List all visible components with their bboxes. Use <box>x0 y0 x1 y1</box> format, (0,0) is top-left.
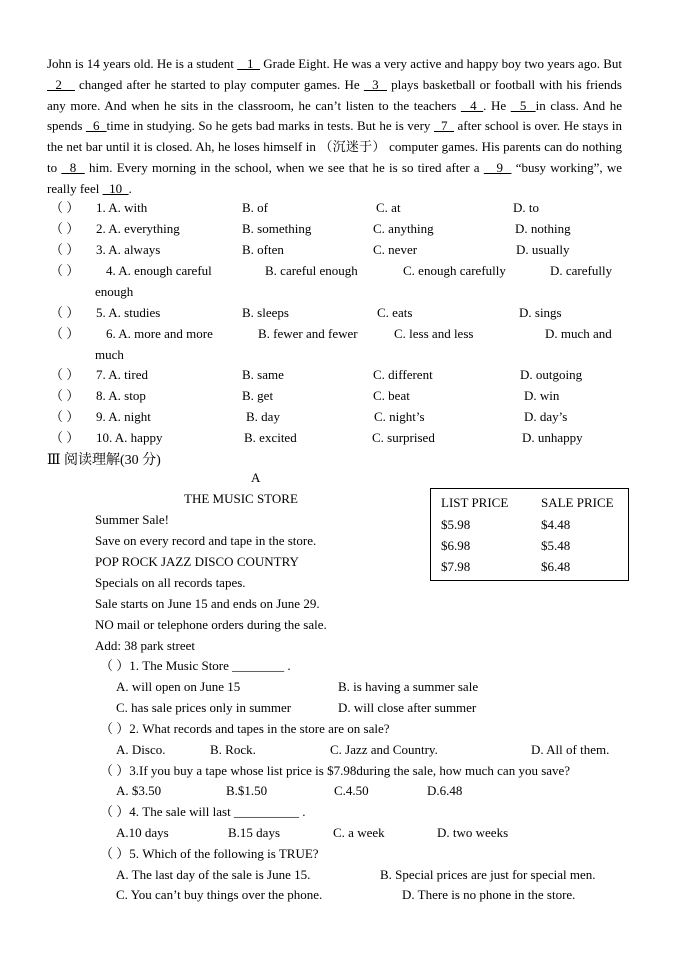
answer-paren[interactable]: （ ） <box>50 200 80 215</box>
ad-line: Sale starts on June 15 and ends on June 29. <box>95 596 320 611</box>
option-b: B. Rock. <box>210 742 256 757</box>
ad-line: Save on every record and tape in the store. <box>95 533 317 548</box>
option-a: 1. A. with <box>96 200 148 215</box>
option-c: C. night’s <box>374 409 425 424</box>
price-cell: $4.48 <box>541 517 571 532</box>
answer-paren[interactable]: （ ） <box>50 430 80 445</box>
option-a: 5. A. studies <box>96 305 161 320</box>
option-b: B. excited <box>244 430 297 445</box>
option-d: D. All of them. <box>531 742 610 757</box>
option-a: 2. A. everything <box>96 221 180 236</box>
answer-paren[interactable]: （ ） <box>50 367 80 382</box>
option-a: A. $3.50 <box>116 783 162 798</box>
cloze-question-row <box>50 365 630 385</box>
cloze-blank[interactable]: 5 <box>510 97 536 113</box>
cloze-question-row <box>50 386 630 406</box>
option-d: D. unhappy <box>522 430 583 445</box>
cloze-text: Grade Eight. He was a very active and happy boy two years ago. But <box>259 56 623 71</box>
option-a-wrap: enough <box>95 284 134 299</box>
option-b: B. get <box>242 388 274 403</box>
option-c: C. at <box>376 200 401 215</box>
cloze-question-row <box>50 303 630 323</box>
ad-line: Summer Sale! <box>95 512 170 527</box>
cloze-passage <box>47 54 622 200</box>
option-b: B. something <box>242 221 312 236</box>
question-stem[interactable]: （ ）1. The Music Store ________ . <box>100 658 291 673</box>
question-stem[interactable]: （ ）3.If you buy a tape whose list price is $7.98during the sale, how much can you save? <box>100 763 571 778</box>
cloze-text: . <box>128 180 132 196</box>
option-b: B. day <box>246 409 280 424</box>
cloze-blank[interactable]: 3 <box>363 76 387 92</box>
cloze-blank[interactable]: 6 <box>85 118 107 134</box>
cloze-question-row <box>50 261 630 281</box>
answer-paren[interactable]: （ ） <box>50 242 80 257</box>
option-a: 3. A. always <box>96 242 161 257</box>
option-c: C. Jazz and Country. <box>330 742 438 757</box>
cloze-blank[interactable]: 10 <box>102 180 129 196</box>
option-d: D. carefully <box>550 263 613 278</box>
ad-line: POP ROCK JAZZ DISCO COUNTRY <box>95 554 299 569</box>
option-d: D. nothing <box>515 221 571 236</box>
option-a-wrap: much <box>95 347 124 362</box>
cloze-text: John is 14 years old. He is a student <box>47 56 238 71</box>
option-d: D. There is no phone in the store. <box>402 887 576 902</box>
option-a: A. The last day of the sale is June 15. <box>116 867 311 882</box>
cloze-text: changed after he started to play computer games. He <box>74 76 364 92</box>
option-d: D. will close after summer <box>338 700 477 715</box>
option-a: 7. A. tired <box>96 367 148 382</box>
cloze-blank[interactable]: 4_ <box>460 97 484 113</box>
option-wrap <box>95 345 124 365</box>
option-c: C. less and less <box>394 326 474 341</box>
option-a: 4. A. enough careful <box>106 263 212 278</box>
question-stem[interactable]: （ ）4. The sale will last __________ . <box>100 804 306 819</box>
price-table <box>430 488 629 581</box>
option-d: D. to <box>513 200 539 215</box>
answer-paren[interactable]: （ ） <box>50 263 80 278</box>
option-a: 9. A. night <box>96 409 151 424</box>
cloze-blank[interactable]: 8 <box>61 159 85 175</box>
cloze-question-row <box>50 428 630 448</box>
answer-paren[interactable]: （ ） <box>50 305 80 320</box>
option-c: C. You can’t buy things over the phone. <box>116 887 323 902</box>
option-b: B. sleeps <box>242 305 289 320</box>
option-a: A.10 days <box>116 825 169 840</box>
price-header-sale: SALE PRICE <box>541 495 614 510</box>
price-cell: $5.98 <box>441 517 471 532</box>
section-title: Ⅲ 阅读理解(30 分) <box>47 453 161 468</box>
option-c: C. surprised <box>372 430 435 445</box>
option-c: C. never <box>373 242 418 257</box>
option-a: A. Disco. <box>116 742 166 757</box>
option-d: D.6.48 <box>427 783 463 798</box>
option-a: A. will open on June 15 <box>116 679 241 694</box>
cloze-text: “busy working”, we really feel <box>47 159 623 196</box>
option-d: D. outgoing <box>520 367 583 382</box>
cloze-blank[interactable]: 9 <box>483 159 512 175</box>
option-c: C.4.50 <box>334 783 369 798</box>
option-b: B. often <box>242 242 284 257</box>
option-a: 6. A. more and more <box>106 326 213 341</box>
ad-line: NO mail or telephone orders during the sale. <box>95 617 327 632</box>
cloze-text: plays basketball or football with his friends any more. And when he sits in the classroom, he can’t listen to the teachers <box>47 76 622 113</box>
option-d: D. two weeks <box>437 825 509 840</box>
option-c: C. eats <box>377 305 413 320</box>
cloze-question-row <box>50 219 630 239</box>
cloze-text: after school is over. He stays in the net bar until it is closed. Ah, he loses himself in （沉迷于） computer games. His parents can do nothing to <box>47 118 623 175</box>
cloze-blank[interactable]: 1 <box>237 56 260 71</box>
cloze-question-row <box>50 407 630 427</box>
cloze-question-row <box>50 240 630 260</box>
option-b: B. careful enough <box>265 263 358 278</box>
cloze-blank[interactable]: 2__ <box>47 76 75 92</box>
store-title: THE MUSIC STORE <box>184 491 298 506</box>
option-d: D. day’s <box>524 409 568 424</box>
cloze-text: time in studying. So he gets bad marks in tests. But he is very <box>106 118 434 134</box>
option-d: D. usually <box>516 242 570 257</box>
cloze-text: him. Every morning in the school, when we see that he is so tired after a <box>84 159 484 175</box>
option-b: B.$1.50 <box>226 783 268 798</box>
price-header-list: LIST PRICE <box>441 495 509 510</box>
question-stem[interactable]: （ ）5. Which of the following is TRUE? <box>100 846 319 861</box>
option-c: C. anything <box>373 221 434 236</box>
price-cell: $6.98 <box>441 538 471 553</box>
price-cell: $7.98 <box>441 559 471 574</box>
price-cell: $6.48 <box>541 559 571 574</box>
answer-paren[interactable]: （ ） <box>50 388 80 403</box>
option-b: B. same <box>242 367 284 382</box>
option-b: B. is having a summer sale <box>338 679 479 694</box>
cloze-text: . He <box>483 97 511 113</box>
option-wrap <box>95 282 133 302</box>
option-c: C. beat <box>373 388 410 403</box>
option-c: C. different <box>373 367 433 382</box>
cloze-text: in class. And he spends <box>47 97 622 134</box>
option-b: B.15 days <box>228 825 280 840</box>
option-c: C. has sale prices only in summer <box>116 700 292 715</box>
option-b: B. fewer and fewer <box>258 326 358 341</box>
option-c: C. a week <box>333 825 385 840</box>
cloze-question-row <box>50 198 630 218</box>
price-cell: $5.48 <box>541 538 571 553</box>
option-d: D. much and <box>545 326 612 341</box>
option-b: B. of <box>242 200 268 215</box>
answer-paren[interactable]: （ ） <box>50 221 80 236</box>
option-c: C. enough carefully <box>403 263 506 278</box>
question-stem[interactable]: （ ）2. What records and tapes in the store are on sale? <box>100 721 390 736</box>
passage-letter: A <box>251 470 261 485</box>
ad-line: Add: 38 park street <box>95 638 196 653</box>
option-b: B. Special prices are just for special men. <box>380 867 596 882</box>
answer-paren[interactable]: （ ） <box>50 326 80 341</box>
option-d: D. win <box>524 388 560 403</box>
cloze-question-row <box>50 324 630 344</box>
cloze-blank[interactable]: 7_ <box>433 118 454 134</box>
option-a: 8. A. stop <box>96 388 146 403</box>
ad-line: Specials on all records tapes. <box>95 575 246 590</box>
option-a: 10. A. happy <box>96 430 163 445</box>
answer-paren[interactable]: （ ） <box>50 409 80 424</box>
option-d: D. sings <box>519 305 562 320</box>
